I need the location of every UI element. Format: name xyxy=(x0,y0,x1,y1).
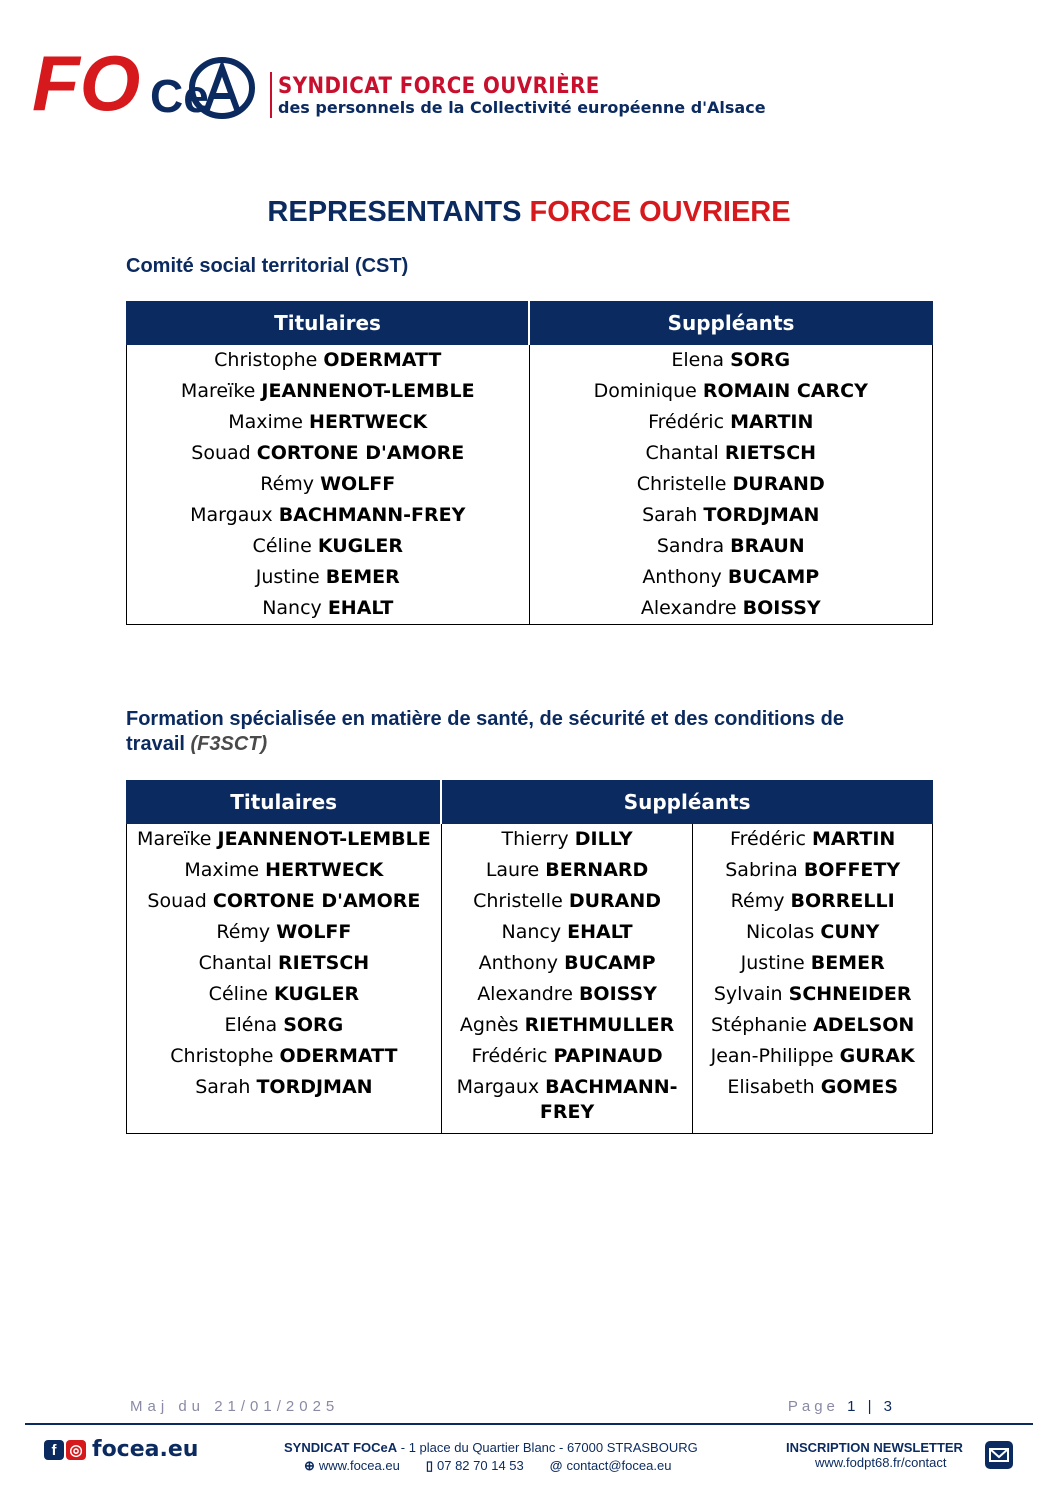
first-name: Mareïke xyxy=(180,380,256,402)
mail-icon[interactable] xyxy=(985,1441,1013,1469)
last-name: BUCAMP xyxy=(727,566,820,588)
f3sct-heading-line1: Formation spécialisée en matière de santé, de sécurité et des conditions de xyxy=(126,708,845,730)
first-name: Nancy xyxy=(501,921,562,943)
last-name: BACHMANN-FREY xyxy=(539,1076,678,1123)
first-name: Sylvain xyxy=(713,983,783,1005)
table-row xyxy=(127,824,933,856)
first-name: Alexandre xyxy=(640,597,737,619)
cst-col-suppleants: Suppléants xyxy=(529,302,932,345)
table-row xyxy=(127,886,933,917)
last-name: TORDJMAN xyxy=(256,1076,373,1098)
page-label: Page xyxy=(787,1398,839,1415)
cst-col-titulaires: Titulaires xyxy=(127,302,530,345)
footer-divider xyxy=(25,1423,1033,1425)
person-cell xyxy=(441,948,693,979)
footer-page-number xyxy=(788,1398,896,1415)
first-name: Nicolas xyxy=(745,921,815,943)
person-cell xyxy=(693,979,933,1010)
person-cell xyxy=(441,855,693,886)
contact-email-text: contact@focea.eu xyxy=(566,1458,672,1473)
first-name: Frédéric xyxy=(730,828,806,850)
person-cell xyxy=(127,376,530,407)
last-name: PAPINAUD xyxy=(553,1045,663,1067)
at-icon: @ xyxy=(549,1458,563,1473)
last-name: BOFFETY xyxy=(803,859,901,881)
person-cell xyxy=(529,469,932,500)
first-name: Sarah xyxy=(642,504,698,526)
last-name: JEANNENOT-LEMBLE xyxy=(261,380,475,402)
first-name: Mareïke xyxy=(137,828,212,850)
globe-icon: ⊕ xyxy=(304,1458,315,1473)
newsletter-link[interactable]: www.fodpt68.fr/contact xyxy=(815,1455,947,1470)
focea-logo xyxy=(30,32,260,122)
last-name: BACHMANN-FREY xyxy=(278,504,466,526)
table-row xyxy=(127,1041,933,1072)
person-cell xyxy=(441,917,693,948)
person-cell xyxy=(529,438,932,469)
last-name: HERTWECK xyxy=(309,411,428,433)
first-name: Christelle xyxy=(636,473,727,495)
contact-web[interactable] xyxy=(304,1458,400,1474)
first-name: Agnès xyxy=(459,1014,519,1036)
person-cell xyxy=(693,1072,933,1134)
person-cell xyxy=(127,948,442,979)
person-cell xyxy=(127,979,442,1010)
first-name: Dominique xyxy=(593,380,697,402)
last-name: MARTIN xyxy=(812,828,896,850)
first-name: Christophe xyxy=(170,1045,274,1067)
last-name: KUGLER xyxy=(317,535,403,557)
person-cell xyxy=(529,345,932,377)
first-name: Chantal xyxy=(198,952,272,974)
table-row xyxy=(127,948,933,979)
title-part1: REPRESENTANTS xyxy=(267,196,522,228)
person-cell xyxy=(529,500,932,531)
header-title: SYNDICAT FORCE OUVRIÈRE xyxy=(278,74,600,99)
last-name: GOMES xyxy=(820,1076,899,1098)
last-name: BOISSY xyxy=(578,983,657,1005)
first-name: Frédéric xyxy=(648,411,725,433)
footer-contacts xyxy=(304,1458,671,1474)
first-name: Stéphanie xyxy=(711,1014,807,1036)
footer-site-link[interactable]: focea.eu xyxy=(92,1437,199,1462)
person-cell xyxy=(441,1041,693,1072)
last-name: CUNY xyxy=(820,921,880,943)
first-name: Sabrina xyxy=(725,859,798,881)
last-name: RIETHMULLER xyxy=(524,1014,675,1036)
f3sct-col-titulaires: Titulaires xyxy=(127,781,442,824)
cst-table xyxy=(126,301,933,625)
person-cell xyxy=(693,1041,933,1072)
last-name: EHALT xyxy=(327,597,394,619)
person-cell xyxy=(127,886,442,917)
person-cell xyxy=(441,1010,693,1041)
person-cell xyxy=(693,886,933,917)
f3sct-heading xyxy=(126,707,844,757)
first-name: Maxime xyxy=(184,859,260,881)
table-row xyxy=(127,407,933,438)
header-subtitle: des personnels de la Collectivité européenne d'Alsace xyxy=(278,98,766,117)
person-cell xyxy=(127,593,530,625)
f3sct-col-suppleants: Suppléants xyxy=(441,781,932,824)
first-name: Christophe xyxy=(214,349,318,371)
person-cell xyxy=(127,469,530,500)
last-name: MARTIN xyxy=(730,411,814,433)
person-cell xyxy=(693,824,933,856)
table-row xyxy=(127,376,933,407)
first-name: Jean-Philippe xyxy=(710,1045,834,1067)
first-name: Souad xyxy=(191,442,251,464)
person-cell xyxy=(441,979,693,1010)
first-name: Maxime xyxy=(228,411,303,433)
person-cell xyxy=(127,531,530,562)
social-icons xyxy=(44,1440,86,1460)
table-row xyxy=(127,917,933,948)
table-row xyxy=(127,500,933,531)
person-cell xyxy=(529,376,932,407)
table-row xyxy=(127,979,933,1010)
last-name: DILLY xyxy=(574,828,633,850)
svg-text:FO: FO xyxy=(32,39,141,122)
first-name: Céline xyxy=(208,983,268,1005)
first-name: Justine xyxy=(255,566,320,588)
last-name: BUCAMP xyxy=(564,952,656,974)
last-name: ADELSON xyxy=(813,1014,915,1036)
first-name: Thierry xyxy=(501,828,569,850)
last-name: BEMER xyxy=(810,952,885,974)
title-part2: FORCE OUVRIERE xyxy=(529,196,791,228)
table-row xyxy=(127,562,933,593)
last-name: DURAND xyxy=(732,473,825,495)
last-name: BORRELLI xyxy=(790,890,895,912)
first-name: Elena xyxy=(671,349,725,371)
footer-address xyxy=(284,1440,698,1455)
last-name: CORTONE D'AMORE xyxy=(256,442,465,464)
table-row xyxy=(127,855,933,886)
person-cell xyxy=(529,407,932,438)
page-title xyxy=(0,196,1058,229)
last-name: BRAUN xyxy=(730,535,805,557)
last-name: BEMER xyxy=(325,566,400,588)
table-row xyxy=(127,593,933,625)
table-row xyxy=(127,1072,933,1134)
footer-update-date: Maj du 21/01/2025 xyxy=(130,1398,340,1415)
last-name: SORG xyxy=(730,349,791,371)
table-row xyxy=(127,469,933,500)
first-name: Rémy xyxy=(730,890,785,912)
last-name: KUGLER xyxy=(273,983,360,1005)
person-cell xyxy=(127,438,530,469)
last-name: DURAND xyxy=(568,890,662,912)
cst-heading: Comité social territorial (CST) xyxy=(126,255,409,277)
first-name: Margaux xyxy=(190,504,273,526)
f3sct-table xyxy=(126,780,933,1134)
last-name: RIETSCH xyxy=(278,952,370,974)
person-cell xyxy=(441,824,693,856)
contact-email[interactable] xyxy=(550,1458,672,1474)
first-name: Céline xyxy=(252,535,312,557)
person-cell xyxy=(127,917,442,948)
address-org: SYNDICAT FOCeA xyxy=(284,1440,398,1455)
person-cell xyxy=(127,1010,442,1041)
f3sct-heading-abbr: (F3SCT) xyxy=(190,733,268,755)
last-name: BERNARD xyxy=(545,859,649,881)
person-cell xyxy=(127,407,530,438)
person-cell xyxy=(529,562,932,593)
person-cell xyxy=(693,948,933,979)
last-name: EHALT xyxy=(567,921,633,943)
first-name: Sarah xyxy=(195,1076,251,1098)
person-cell xyxy=(693,917,933,948)
last-name: ODERMATT xyxy=(279,1045,398,1067)
first-name: Eléna xyxy=(224,1014,278,1036)
last-name: JEANNENOT-LEMBLE xyxy=(217,828,431,850)
person-cell xyxy=(127,855,442,886)
table-row xyxy=(127,345,933,377)
contact-phone-text: 07 82 70 14 53 xyxy=(437,1458,524,1473)
first-name: Rémy xyxy=(260,473,315,495)
person-cell xyxy=(529,593,932,625)
contact-web-text: www.focea.eu xyxy=(318,1458,400,1473)
instagram-icon[interactable]: ◎ xyxy=(66,1440,86,1460)
last-name: SCHNEIDER xyxy=(788,983,912,1005)
last-name: TORDJMAN xyxy=(703,504,820,526)
newsletter-title: INSCRIPTION NEWSLETTER xyxy=(786,1440,963,1455)
first-name: Souad xyxy=(147,890,207,912)
first-name: Sandra xyxy=(656,535,725,557)
last-name: ODERMATT xyxy=(323,349,442,371)
table-row xyxy=(127,1010,933,1041)
first-name: Justine xyxy=(740,952,805,974)
last-name: ROMAIN CARCY xyxy=(702,380,868,402)
last-name: WOLFF xyxy=(320,473,396,495)
first-name: Anthony xyxy=(642,566,722,588)
phone-icon: ▯ xyxy=(425,1458,433,1473)
svg-text:Ce: Ce xyxy=(150,70,209,122)
last-name: RIETSCH xyxy=(724,442,817,464)
last-name: GURAK xyxy=(839,1045,915,1067)
person-cell xyxy=(127,345,530,377)
first-name: Laure xyxy=(485,859,540,881)
contact-phone[interactable] xyxy=(426,1458,524,1474)
first-name: Rémy xyxy=(216,921,271,943)
person-cell xyxy=(127,1072,442,1134)
first-name: Anthony xyxy=(478,952,559,974)
last-name: WOLFF xyxy=(276,921,352,943)
person-cell xyxy=(127,824,442,856)
first-name: Elisabeth xyxy=(727,1076,815,1098)
page-num: 1 | 3 xyxy=(847,1398,896,1415)
person-cell xyxy=(127,1041,442,1072)
facebook-icon[interactable]: f xyxy=(44,1440,64,1460)
person-cell xyxy=(127,562,530,593)
header-separator xyxy=(270,72,272,118)
last-name: HERTWECK xyxy=(265,859,384,881)
table-row xyxy=(127,531,933,562)
last-name: SORG xyxy=(283,1014,344,1036)
last-name: CORTONE D'AMORE xyxy=(212,890,421,912)
first-name: Christelle xyxy=(473,890,563,912)
f3sct-heading-line2: travail xyxy=(126,733,185,755)
person-cell xyxy=(441,1072,693,1134)
person-cell xyxy=(693,855,933,886)
first-name: Frédéric xyxy=(471,1045,548,1067)
person-cell xyxy=(529,531,932,562)
last-name: BOISSY xyxy=(742,597,821,619)
first-name: Chantal xyxy=(645,442,719,464)
address-text: - 1 place du Quartier Blanc - 67000 STRASBOURG xyxy=(397,1440,698,1455)
first-name: Margaux xyxy=(456,1076,540,1098)
person-cell xyxy=(693,1010,933,1041)
first-name: Nancy xyxy=(262,597,322,619)
person-cell xyxy=(441,886,693,917)
person-cell xyxy=(127,500,530,531)
table-row xyxy=(127,438,933,469)
first-name: Alexandre xyxy=(477,983,573,1005)
